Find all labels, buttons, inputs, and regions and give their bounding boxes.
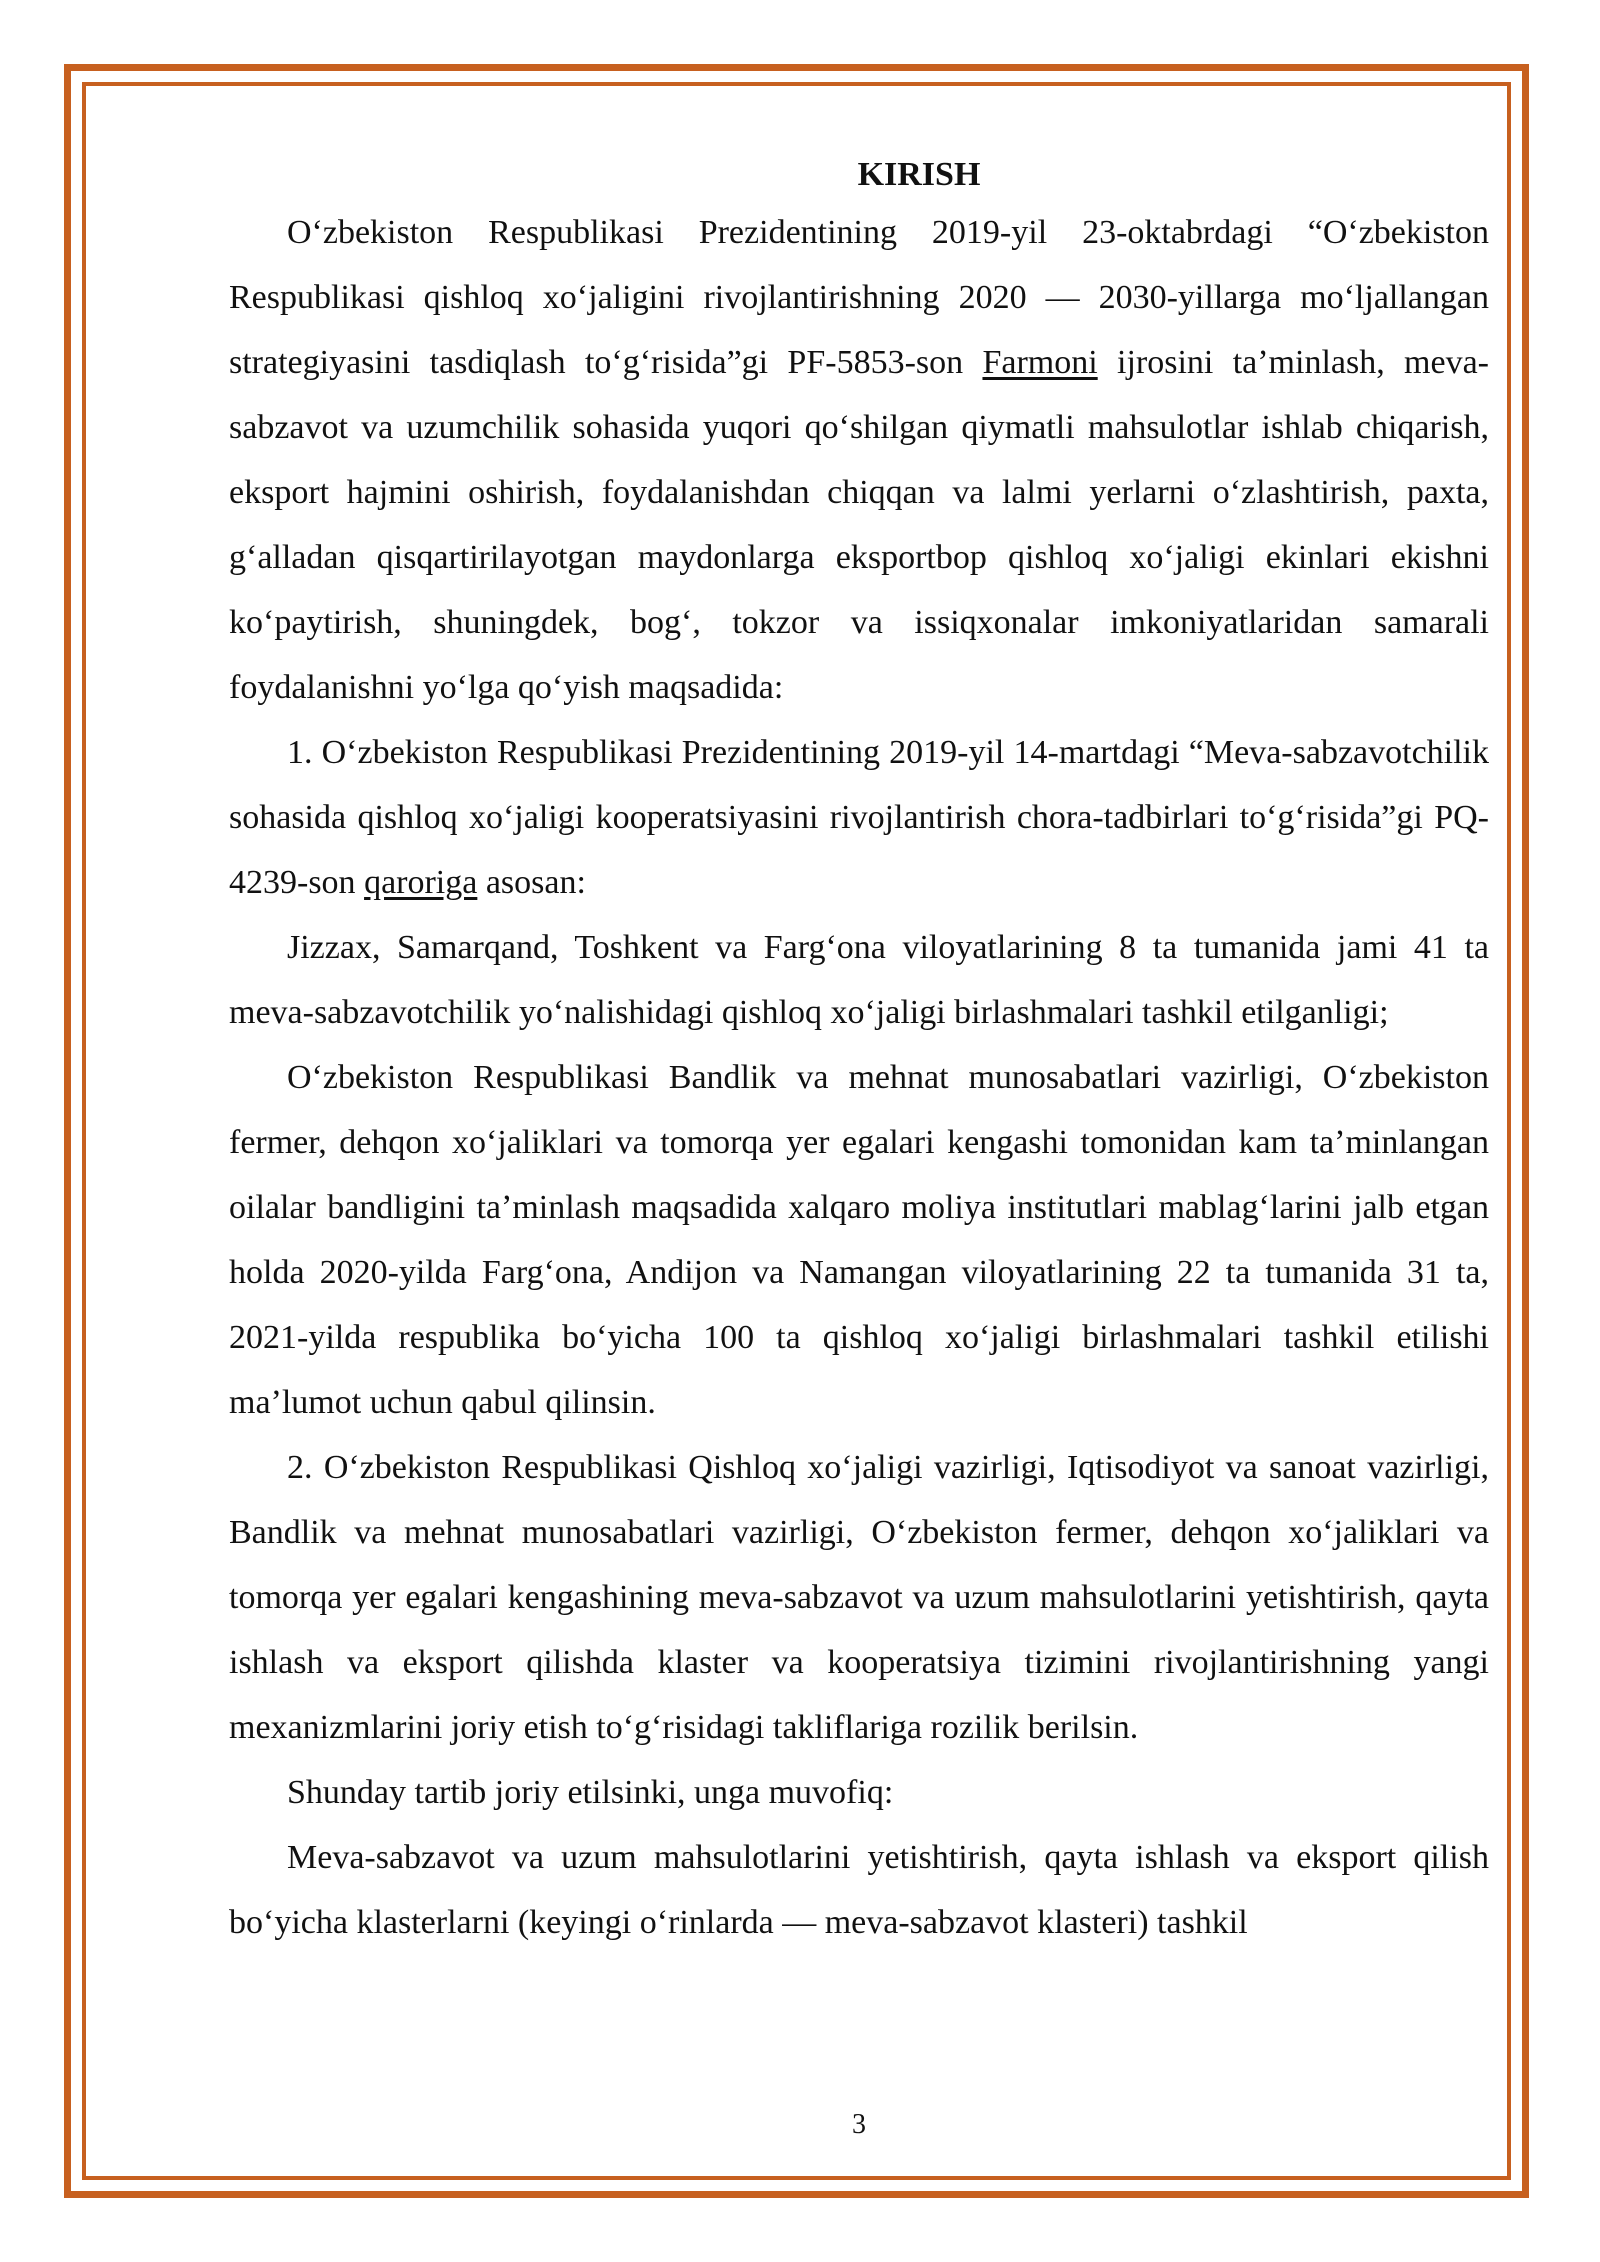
qaroriga-link[interactable]: qaroriga xyxy=(364,864,478,901)
document-title: KIRISH xyxy=(857,156,981,193)
paragraph-text: 1. Oʻzbekiston Respublikasi Prezidentining 2019-yil 14-martdagi “Meva-sabzavotchilik sohasida qishloq xoʻjaligi kooperatsiyasini rivojlantirish chora-tadbirlari toʻgʻrisida”gi PQ-4239-son xyxy=(229,734,1489,901)
paragraph-text: Oʻzbekiston Respublikasi Prezidentining 2019-yil 23-oktabrdagi “Oʻzbekiston Respublikasi qishloq xoʻjaligini rivojlantirishning 2020 — 2030-yillarga moʻljallangan strategiyasini tasdiqlash toʻgʻrisida”gi PF-5853-son xyxy=(229,214,1489,381)
document-page xyxy=(229,150,1489,2110)
paragraph-jizzax: Jizzax, Samarqand, Toshkent va Fargʻona viloyatlarining 8 ta tumanida jami 41 ta meva-sabzavotchilik yoʻnalishidagi qishloq xoʻjaligi birlashmalari tashkil etilganligi; xyxy=(229,929,1489,1031)
page-number: 3 xyxy=(852,2109,866,2140)
farmoni-link[interactable]: Farmoni xyxy=(982,344,1098,381)
paragraph-klaster: Meva-sabzavot va uzum mahsulotlarini yetishtirish, qayta ishlash va eksport qilish boʻyicha klasterlarni (keyingi oʻrinlarda — meva-sabzavot klasteri) tashkil xyxy=(229,1839,1489,1941)
paragraph-item-1 xyxy=(229,720,1489,915)
paragraph-bandlik: Oʻzbekiston Respublikasi Bandlik va mehnat munosabatlari vazirligi, Oʻzbekiston fermer, dehqon xoʻjaliklari va tomorqa yer egalari kengashi tomonidan kam taʼminlangan oilalar bandligini taʼminlash maqsadida xalqaro moliya institutlari mablagʻlarini jalb etgan holda 2020-yilda Fargʻona, Andijon va Namangan viloyatlarining 22 ta tumanida 31 ta, 2021-yilda respublika boʻyicha 100 ta qishloq xoʻjaligi birlashmalari tashkil etilishi maʼlumot uchun qabul qilinsin. xyxy=(229,1059,1489,1421)
paragraph-text: ijrosini taʼminlash, meva-sabzavot va uzumchilik sohasida yuqori qoʻshilgan qiymatli mahsulotlar ishlab chiqarish, eksport hajmini oshirish, foydalanishdan chiqqan va lalmi yerlarni oʻzlashtirish, paxta, gʻalladan qisqartirilayotgan maydonlarga eksportbop qishloq xoʻjaligi ekinlari ekishni koʻpaytirish, shuningdek, bogʻ, tokzor va issiqxonalar imkoniyatlaridan samarali foydalanishni yoʻlga qoʻyish maqsadida: xyxy=(229,344,1489,706)
paragraph-tartib: Shunday tartib joriy etilsinki, unga muvofiq: xyxy=(287,1774,894,1811)
paragraph-text: asosan: xyxy=(477,864,586,901)
paragraph-item-2: 2. Oʻzbekiston Respublikasi Qishloq xoʻjaligi vazirligi, Iqtisodiyot va sanoat vazirligi, Bandlik va mehnat munosabatlari vazirligi, Oʻzbekiston fermer, dehqon xoʻjaliklari va tomorqa yer egalari kengashining meva-sabzavot va uzum mahsulotlarini yetishtirish, qayta ishlash va eksport qilishda klaster va kooperatsiya tizimini rivojlantirishning yangi mexanizmlarini joriy etish toʻgʻrisidagi takliflariga rozilik berilsin. xyxy=(229,1449,1489,1746)
paragraph-intro xyxy=(229,200,1489,720)
